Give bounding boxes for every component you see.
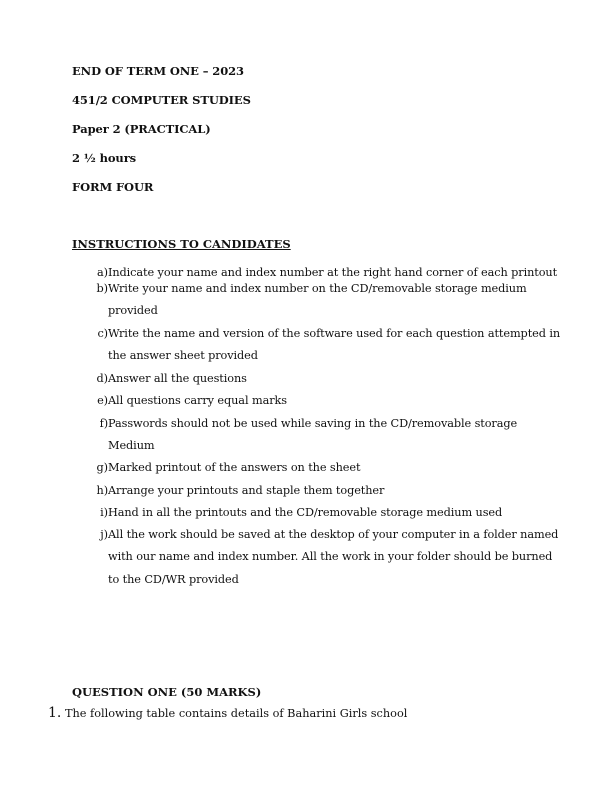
paper-name: Paper 2 (PRACTICAL)	[72, 122, 211, 136]
subject-code: 451/2 COMPUTER STUDIES	[72, 93, 251, 107]
instruction-text: Arrange your printouts and staple them together	[108, 484, 385, 497]
instruction-letter: f)	[99, 417, 108, 430]
instruction-text: Hand in all the printouts and the CD/removable storage medium used	[108, 506, 503, 519]
instruction-letter: a)	[97, 266, 108, 279]
instruction-item	[88, 506, 503, 519]
instruction-item	[88, 417, 518, 452]
instruction-item	[88, 266, 558, 279]
instruction-text-continued: provided	[108, 304, 158, 317]
instruction-letter: h)	[96, 484, 108, 497]
instruction-letter: d)	[96, 372, 108, 385]
instruction-text: Write the name and version of the software used for each question attempted in	[108, 327, 561, 340]
instruction-text: All the work should be saved at the desktop of your computer in a folder named	[108, 528, 559, 541]
form-level: FORM FOUR	[72, 180, 154, 194]
instruction-text: All questions carry equal marks	[108, 394, 287, 407]
instruction-item	[88, 528, 559, 586]
instruction-text: Passwords should not be used while saving in the CD/removable storage	[108, 417, 518, 430]
instruction-letter: b)	[96, 282, 108, 295]
instruction-letter: g)	[96, 461, 108, 474]
instruction-text-continued: Medium	[108, 439, 155, 452]
instruction-text-continued: with our name and index number. All the work in your folder should be burned	[108, 550, 553, 563]
question-number: 1.	[48, 705, 62, 721]
instruction-letter: i)	[100, 506, 108, 519]
instruction-text-continued: to the CD/WR provided	[108, 573, 239, 586]
instruction-text: Indicate your name and index number at the right hand corner of each printout	[108, 266, 558, 279]
instruction-item	[88, 282, 527, 317]
instruction-letter: c)	[97, 327, 108, 340]
instruction-text: Answer all the questions	[108, 372, 247, 385]
instruction-text-continued: the answer sheet provided	[108, 349, 258, 362]
instruction-item	[88, 461, 361, 474]
question-one	[48, 702, 407, 721]
instructions-heading: INSTRUCTIONS TO CANDIDATES	[72, 237, 291, 251]
instruction-item	[88, 484, 385, 497]
instruction-letter: e)	[97, 394, 108, 407]
exam-title: END OF TERM ONE – 2023	[72, 64, 244, 78]
instruction-text: Marked printout of the answers on the sheet	[108, 461, 361, 474]
duration: 2 ½ hours	[72, 151, 137, 165]
instruction-item	[88, 372, 247, 385]
instruction-letter: j)	[100, 528, 108, 541]
instruction-item	[88, 394, 287, 407]
instruction-text: Write your name and index number on the CD/removable storage medium	[108, 282, 527, 295]
question-text: The following table contains details of Baharini Girls school	[61, 707, 408, 720]
instruction-item	[88, 327, 561, 362]
question-heading: QUESTION ONE (50 MARKS)	[72, 685, 262, 699]
